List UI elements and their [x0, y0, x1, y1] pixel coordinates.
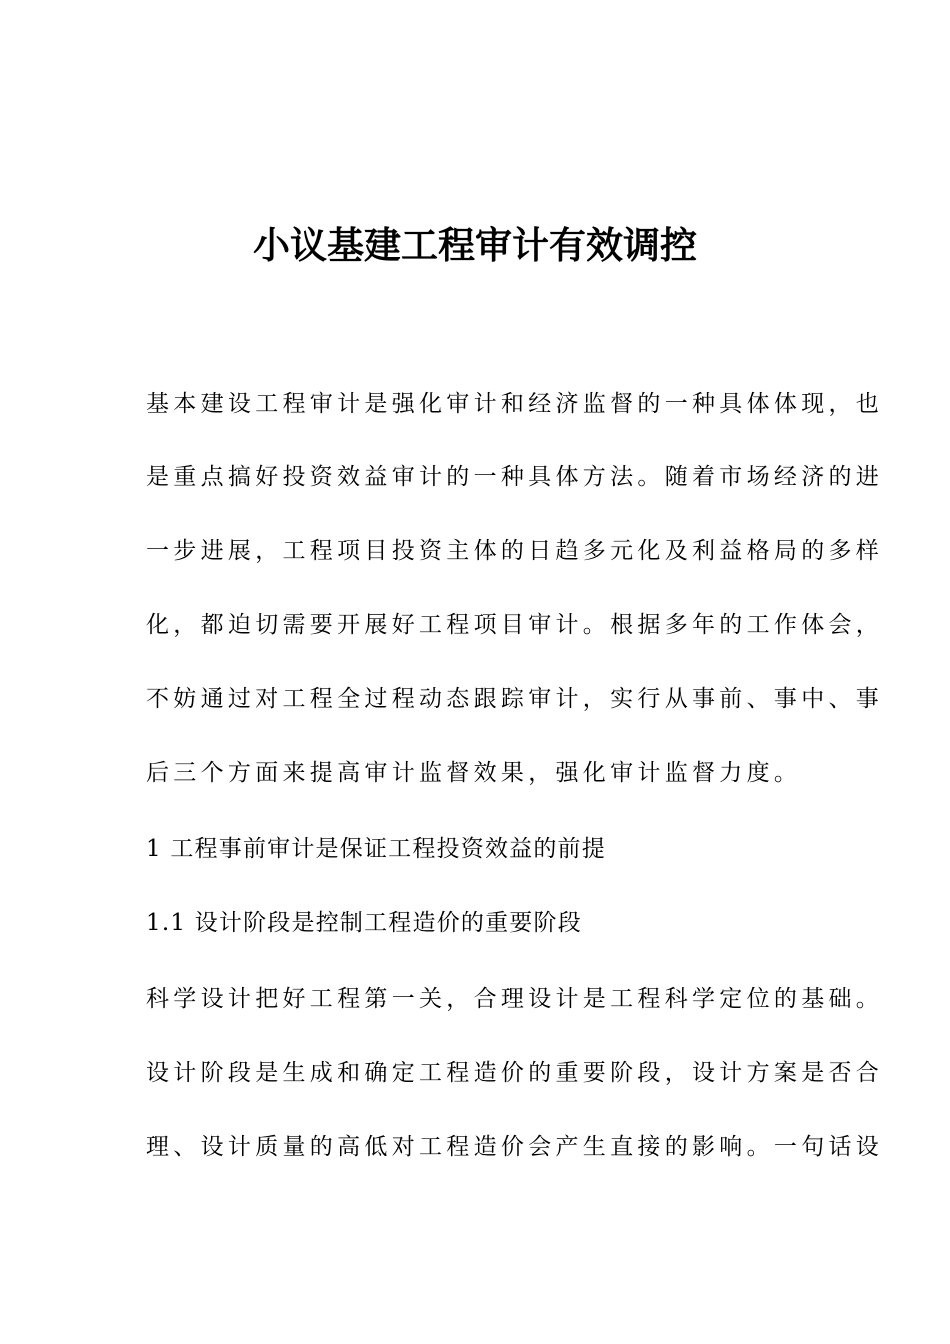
- paragraph-line: 科学设计把好工程第一关，合理设计是工程科学定位的基础。: [146, 986, 884, 1012]
- paragraph-line: 一步进展，工程项目投资主体的日趋多元化及利益格局的多样: [146, 538, 884, 564]
- paragraph-line: 是重点搞好投资效益审计的一种具体方法。随着市场经济的进: [146, 464, 884, 490]
- paragraph-line: 后三个方面来提高审计监督效果，强化审计监督力度。: [146, 760, 802, 786]
- paragraph-line: 基本建设工程审计是强化审计和经济监督的一种具体体现，也: [146, 391, 884, 417]
- paragraph-line: 不妨通过对工程全过程动态跟踪审计，实行从事前、事中、事: [146, 686, 884, 712]
- section-heading: 1 工程事前审计是保证工程投资效益的前提: [146, 836, 606, 862]
- paragraph-line: 理、设计质量的高低对工程造价会产生直接的影响。一句话设: [146, 1134, 884, 1160]
- subsection-heading: 1.1 设计阶段是控制工程造价的重要阶段: [146, 910, 582, 936]
- paragraph-line: 设计阶段是生成和确定工程造价的重要阶段，设计方案是否合: [146, 1060, 884, 1086]
- document-title: 小议基建工程审计有效调控: [253, 224, 697, 267]
- paragraph-line: 化，都迫切需要开展好工程项目审计。根据多年的工作体会，: [146, 612, 884, 638]
